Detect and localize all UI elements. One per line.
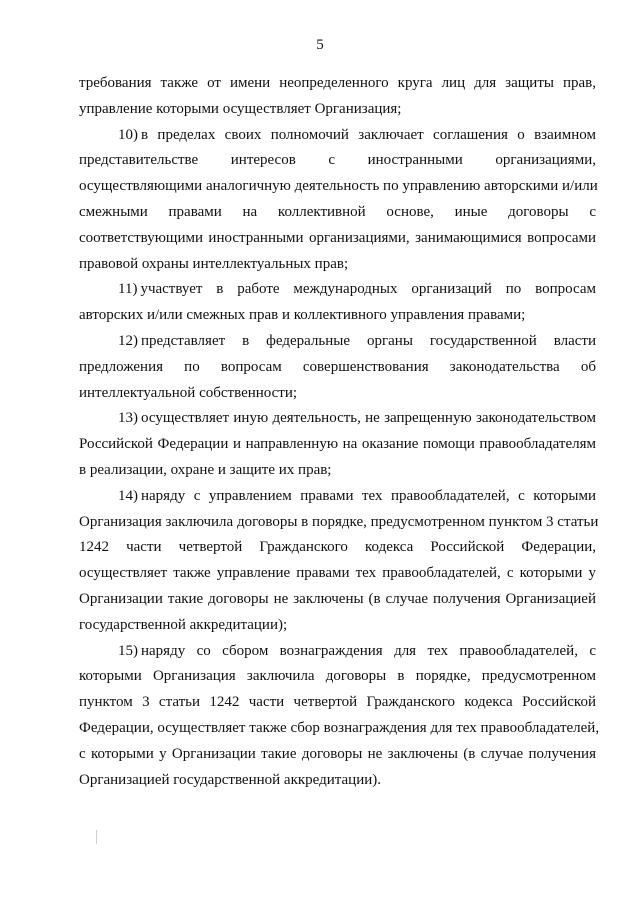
text-line: соответствующими иностранными организациями, занимающимися вопросами: [79, 229, 596, 246]
text-line: 10) в пределах своих полномочий заключает соглашения о взаимном: [118, 126, 596, 143]
text-line: 13) осуществляет иную деятельность, не запрещенную законодательством: [118, 410, 596, 427]
text-line: 1242 части четвертой Гражданского кодекса Российской Федерации,: [79, 539, 596, 556]
paragraph-p13: [79, 406, 596, 483]
text-line: требования также от имени неопределенного круга лиц для защиты прав,: [79, 75, 596, 91]
text-line: Организация заключила договоры в порядке, предусмотренном пунктом 3 статьи: [79, 513, 599, 530]
text-line: Организацией государственной аккредитации).: [79, 771, 381, 788]
text-line: правовой охраны интеллектуальных прав;: [79, 255, 349, 272]
text-line: 11) участвует в работе международных организаций по вопросам: [118, 281, 596, 298]
text-line: осуществляющими аналогичную деятельность по управлению авторскими и/или: [79, 178, 598, 195]
text-line: смежными правами на коллективной основе, иные договоры с: [79, 203, 596, 220]
text-line: пунктом 3 статьи 1242 части четвертой Гражданского кодекса Российской: [79, 694, 596, 711]
paragraph-p10: [79, 123, 596, 278]
text-line: 14) наряду с управлением правами тех правообладателей, с которыми: [118, 487, 596, 504]
text-line: государственной аккредитации);: [79, 616, 288, 633]
text-line: авторских и/или смежных прав и коллективного управления правами;: [79, 307, 526, 324]
paragraph-p0: [79, 71, 596, 123]
paragraph-p11: [79, 277, 596, 329]
text-line: управление которыми осуществляет Организация;: [79, 100, 402, 117]
scan-artifact-mark: [96, 830, 97, 844]
text-line: интеллектуальной собственности;: [79, 384, 298, 401]
text-line: 15) наряду со сбором вознаграждения для тех правообладателей, с: [118, 642, 596, 659]
text-line: в реализации, охране и защите их прав;: [79, 461, 332, 478]
text-line: Федерации, осуществляет также сбор вознаграждения для тех правообладателей,: [79, 719, 600, 736]
page-number: 5: [316, 37, 324, 53]
paragraph-p12: [79, 329, 596, 406]
text-line: осуществляет также управление правами тех правообладателей, с которыми у: [79, 565, 596, 582]
paragraph-p14: [79, 484, 599, 639]
text-line: предложения по вопросам совершенствования законодательства об: [79, 358, 596, 375]
paragraph-p15: [79, 639, 600, 794]
text-line: Российской Федерации и направленную на оказание помощи правообладателям: [79, 436, 596, 453]
document-body: [79, 71, 600, 793]
text-line: представительстве интересов с иностранными организациями,: [79, 152, 596, 169]
text-line: 12) представляет в федеральные органы государственной власти: [118, 332, 596, 349]
text-line: с которыми у Организации такие договоры не заключены (в случае получения: [79, 745, 596, 762]
text-line: которыми Организация заключила договоры в порядке, предусмотренном: [79, 668, 596, 685]
text-line: Организации такие договоры не заключены (в случае получения Организацией: [79, 590, 596, 607]
